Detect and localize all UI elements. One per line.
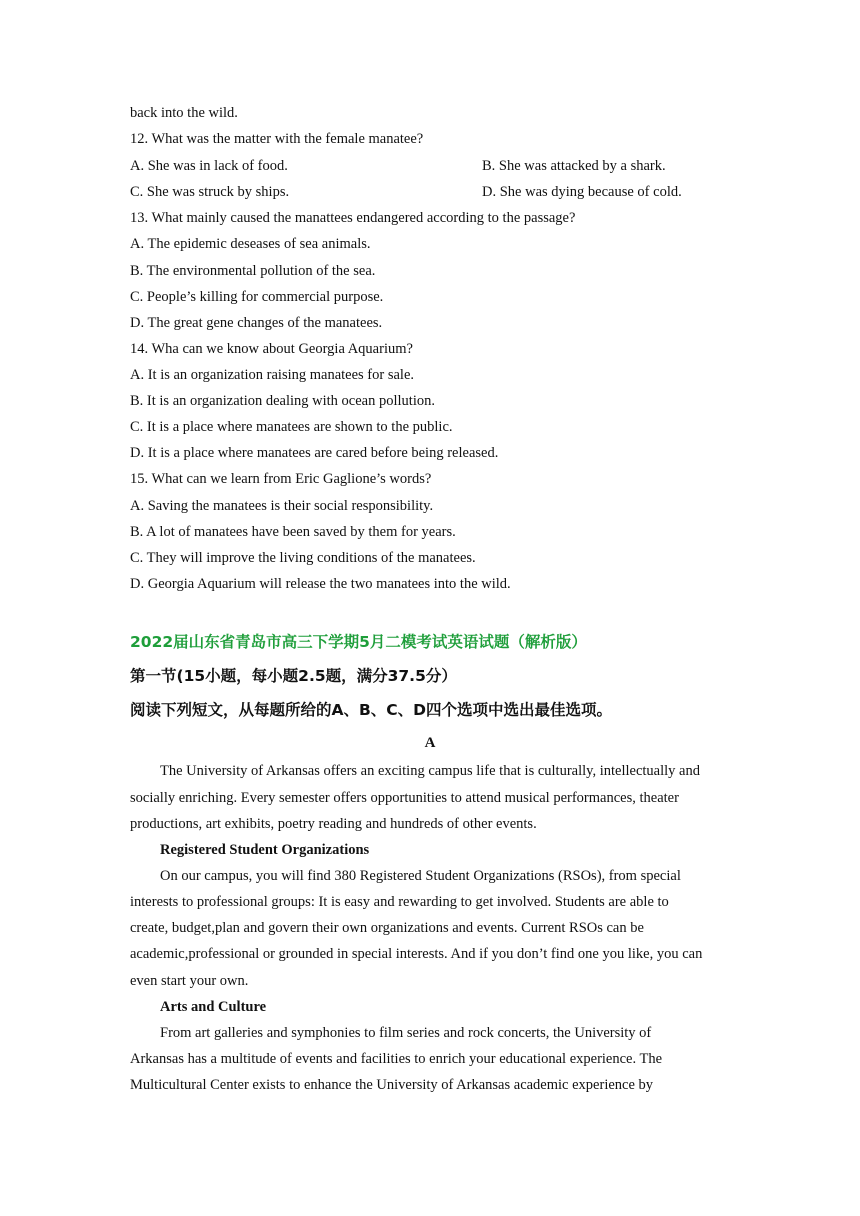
question-12-stem: 12. What was the matter with the female manatee? xyxy=(130,131,424,147)
subheading-arts-and-culture: Arts and Culture xyxy=(160,999,267,1015)
question-13-stem: 13. What mainly caused the manattees endangered according to the passage? xyxy=(130,210,576,226)
question-13-option-b: B. The environmental pollution of the sea. xyxy=(130,263,376,279)
passage-paragraph-2-line-2: interests to professional groups: It is easy and rewarding to get involved. Students are able to xyxy=(130,894,669,910)
question-14-stem: 14. Wha can we know about Georgia Aquarium? xyxy=(130,341,413,357)
passage-paragraph-3-line-3: Multicultural Center exists to enhance the University of Arkansas academic experience by xyxy=(130,1077,654,1093)
question-15-option-c: C. They will improve the living conditions of the manatees. xyxy=(130,550,476,566)
passage-paragraph-2-line-3: create, budget,plan and govern their own organizations and events. Current RSOs can be xyxy=(130,920,644,936)
passage-tail-line: back into the wild. xyxy=(130,105,238,121)
reading-instruction: 阅读下列短文，从每题所给的A、B、C、D四个选项中选出最佳选项。 xyxy=(130,701,613,719)
question-14-option-b: B. It is an organization dealing with ocean pollution. xyxy=(130,393,435,409)
question-15-option-b: B. A lot of manatees have been saved by them for years. xyxy=(130,524,456,540)
passage-paragraph-1-line-3: productions, art exhibits, poetry reading and hundreds of other events. xyxy=(130,816,537,832)
passage-paragraph-2-line-1: On our campus, you will find 380 Registered Student Organizations (RSOs), from special xyxy=(160,868,681,884)
question-13-option-c: C. People’s killing for commercial purpose. xyxy=(130,289,384,305)
passage-letter: A xyxy=(424,735,436,751)
question-13-option-d: D. The great gene changes of the manatees. xyxy=(130,315,383,331)
question-14-option-d: D. It is a place where manatees are cared before being released. xyxy=(130,445,499,461)
exam-title: 2022届山东省青岛市高三下学期5月二模考试英语试题（解析版） xyxy=(130,633,587,651)
section-heading: 第一节(15小题，每小题2.5题，满分37.5分） xyxy=(130,667,457,685)
question-13-option-a: A. The epidemic deseases of sea animals. xyxy=(130,236,371,252)
passage-paragraph-1-line-1: The University of Arkansas offers an exciting campus life that is culturally, intellectually and xyxy=(160,763,700,779)
passage-paragraph-1-line-2: socially enriching. Every semester offers opportunities to attend musical performances, theater xyxy=(130,790,679,806)
passage-paragraph-2-line-4: academic,professional or grounded in special interests. And if you don’t find one you like, you can xyxy=(130,946,703,962)
question-15-stem: 15. What can we learn from Eric Gaglione’s words? xyxy=(130,471,432,487)
question-15-option-a: A. Saving the manatees is their social responsibility. xyxy=(130,498,434,514)
passage-paragraph-2-line-5: even start your own. xyxy=(130,973,249,989)
question-12-option-a: A. She was in lack of food. xyxy=(130,158,288,174)
passage-paragraph-3-line-1: From art galleries and symphonies to film series and rock concerts, the University of xyxy=(160,1025,652,1041)
question-12-option-b: B. She was attacked by a shark. xyxy=(482,158,666,174)
question-14-option-c: C. It is a place where manatees are shown to the public. xyxy=(130,419,453,435)
question-12-option-d: D. She was dying because of cold. xyxy=(482,184,682,200)
question-15-option-d: D. Georgia Aquarium will release the two manatees into the wild. xyxy=(130,576,511,592)
subheading-registered-student-organizations: Registered Student Organizations xyxy=(160,842,370,858)
question-14-option-a: A. It is an organization raising manatees for sale. xyxy=(130,367,415,383)
question-12-option-c: C. She was struck by ships. xyxy=(130,184,290,200)
passage-paragraph-3-line-2: Arkansas has a multitude of events and facilities to enrich your educational experience. The xyxy=(130,1051,663,1067)
